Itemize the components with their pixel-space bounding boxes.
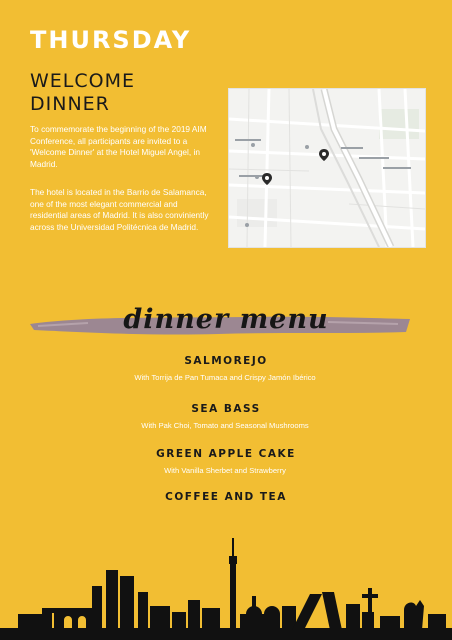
dish-description: With Vanilla Sherbet and Strawberry — [164, 466, 286, 475]
dish-description: With Pak Choi, Tomato and Seasonal Mushrooms — [141, 421, 309, 430]
location-paragraph: The hotel is located in the Barrio de Salamanca, one of the most elegant commercial and residential areas of Madrid. It is also conviniently across the Universidad Politécnica de Madrid. — [30, 187, 209, 232]
event-title: WELCOME DINNER — [30, 70, 135, 115]
dish-name: GREEN APPLE CAKE — [156, 448, 296, 460]
day-title: THURSDAY — [30, 26, 192, 54]
location-map[interactable] — [229, 89, 425, 247]
map-pin-icon — [262, 173, 272, 185]
map-pin-icon — [319, 149, 329, 161]
menu-heading: dinner menu — [123, 304, 329, 335]
intro-paragraph: To commemorate the beginning of the 2019 AIM Conference, all participants are invited to a 'Welcome Dinner' at the Hotel Miguel Angel, in Madrid. — [30, 124, 207, 169]
madrid-skyline-illustration — [0, 530, 452, 640]
dish-name: SEA BASS — [191, 403, 261, 415]
dish-name: SALMOREJO — [184, 355, 268, 367]
dish-description: With Torrija de Pan Tumaca and Crispy Jamón Ibérico — [134, 373, 316, 382]
dish-name: COFFEE AND TEA — [165, 491, 287, 503]
